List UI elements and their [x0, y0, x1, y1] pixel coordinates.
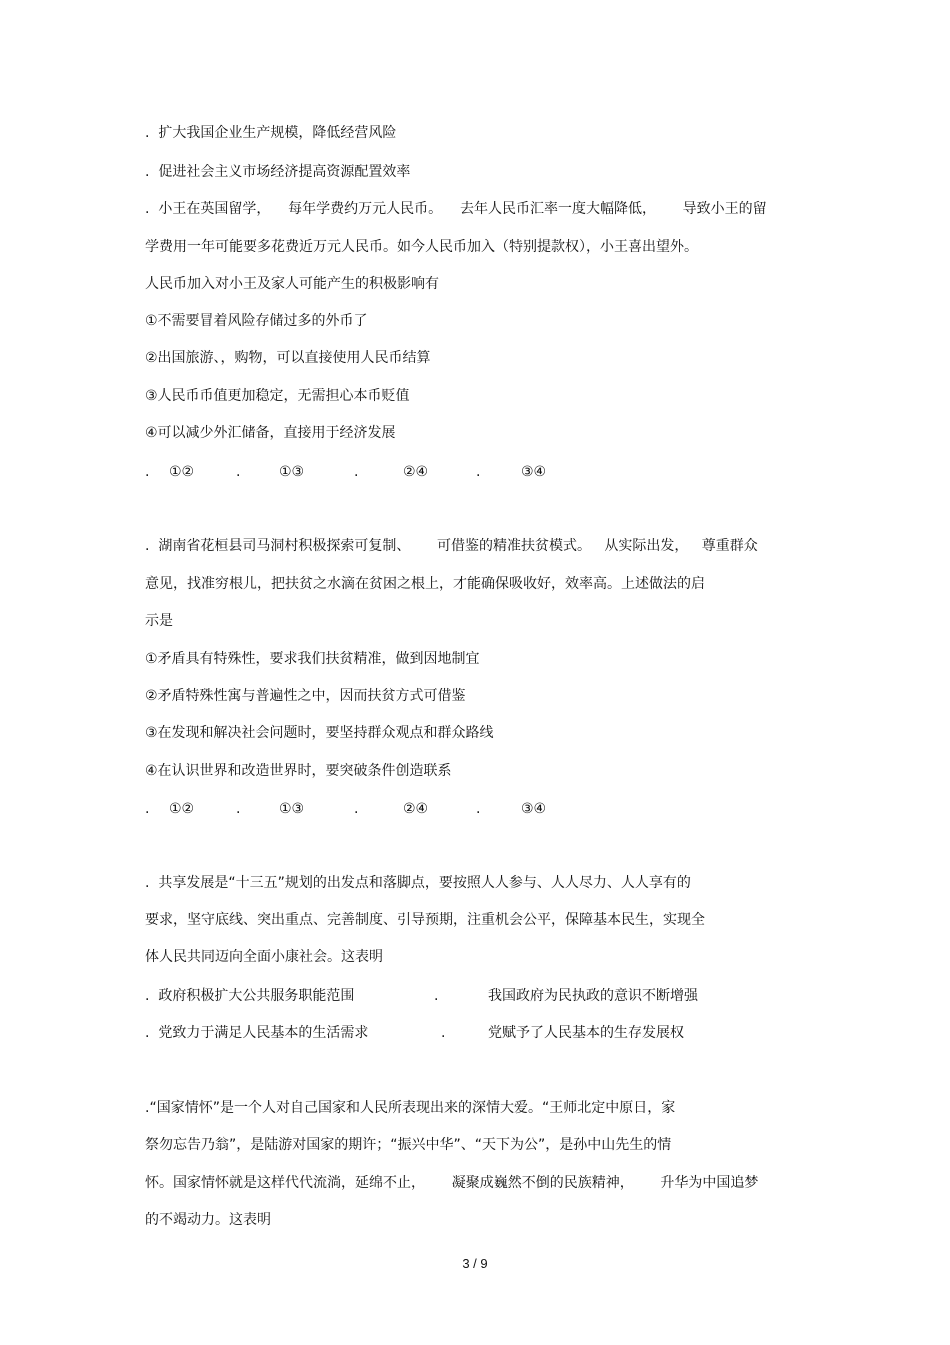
- question-stem: 怀。国家情怀就是这样代代流淌，延绵不止， 凝聚成巍然不倒的民族精神， 升华为中国追梦: [145, 1175, 759, 1191]
- statement-2: ②矛盾特殊性寓与普遍性之中，因而扶贫方式可借鉴: [145, 688, 466, 704]
- option-a[interactable]: . 政府积极扩大公共服务职能范围: [145, 988, 355, 1004]
- option-b-dot: .: [434, 988, 439, 1004]
- option-d: . 促进社会主义市场经济提高资源配置效率: [145, 164, 411, 180]
- choice-d-dot: .: [476, 801, 481, 817]
- choice-b[interactable]: ①③: [279, 801, 305, 817]
- page-number: 3 / 9: [462, 1256, 488, 1271]
- option-c[interactable]: . 党致力于满足人民基本的生活需求: [145, 1025, 369, 1041]
- choice-c[interactable]: ②④: [403, 801, 429, 817]
- question-stem: .“国家情怀”是一个人对自己国家和人民所表现出来的深情大爱。“王师北定中原日，家: [145, 1100, 676, 1116]
- choice-d[interactable]: ③④: [521, 801, 547, 817]
- choice-d[interactable]: ③④: [521, 464, 547, 480]
- statement-2: ②出国旅游、，购物，可以直接使用人民币结算: [145, 350, 431, 366]
- question-stem: 学费用一年可能要多花费近万元人民币。如今人民币加入（特别提款权），小王喜出望外。: [145, 239, 698, 255]
- statement-3: ③在发现和解决社会问题时，要坚持群众观点和群众路线: [145, 725, 494, 741]
- question-stem: 意见，找准穷根儿，把扶贫之水滴在贫困之根上，才能确保吸收好，效率高。上述做法的启: [145, 576, 705, 592]
- choice-d-dot: .: [476, 464, 481, 480]
- option-d[interactable]: 党赋予了人民基本的生存发展权: [488, 1025, 684, 1041]
- choice-a-dot: .: [145, 464, 150, 480]
- choice-c-dot: .: [354, 801, 359, 817]
- choice-b-dot: .: [236, 464, 241, 480]
- question-stem: 人民币加入对小王及家人可能产生的积极影响有: [145, 276, 439, 292]
- question-stem: 祭勿忘告乃翁”，是陆游对国家的期许；“振兴中华”、“天下为公”，是孙中山先生的情: [145, 1137, 672, 1153]
- choice-a-dot: .: [145, 801, 150, 817]
- option-c: . 扩大我国企业生产规模，降低经营风险: [145, 125, 397, 141]
- choice-b[interactable]: ①③: [279, 464, 305, 480]
- statement-4: ④可以减少外汇储备，直接用于经济发展: [145, 425, 396, 441]
- option-d-dot: .: [441, 1025, 446, 1041]
- statement-1: ①矛盾具有特殊性，要求我们扶贫精准，做到因地制宜: [145, 651, 480, 667]
- choice-b-dot: .: [236, 801, 241, 817]
- choice-c[interactable]: ②④: [403, 464, 429, 480]
- choice-a[interactable]: ①②: [169, 464, 195, 480]
- statement-4: ④在认识世界和改造世界时，要突破条件创造联系: [145, 763, 452, 779]
- question-stem: 示是: [145, 613, 173, 629]
- choice-c-dot: .: [354, 464, 359, 480]
- question-stem: 要求，坚守底线、突出重点、完善制度、引导预期，注重机会公平，保障基本民生，实现全: [145, 912, 705, 928]
- option-b[interactable]: 我国政府为民执政的意识不断增强: [488, 988, 698, 1004]
- statement-1: ①不需要冒着风险存储过多的外币了: [145, 313, 368, 329]
- choice-a[interactable]: ①②: [169, 801, 195, 817]
- question-stem: . 湖南省花桓县司马洞村积极探索可复制、 可借鉴的精准扶贫模式。 从实际出发， 尊重群众: [145, 538, 758, 554]
- question-stem: . 小王在英国留学， 每年学费约万元人民币。 去年人民币汇率一度大幅降低， 导致小王的留: [145, 201, 767, 217]
- question-stem: 体人民共同迈向全面小康社会。这表明: [145, 949, 383, 965]
- question-stem: . 共享发展是“十三五”规划的出发点和落脚点，要按照人人参与、人人尽力、人人享有的: [145, 875, 691, 891]
- statement-3: ③人民币币值更加稳定，无需担心本币贬值: [145, 388, 410, 404]
- question-stem: 的不竭动力。这表明: [145, 1212, 271, 1228]
